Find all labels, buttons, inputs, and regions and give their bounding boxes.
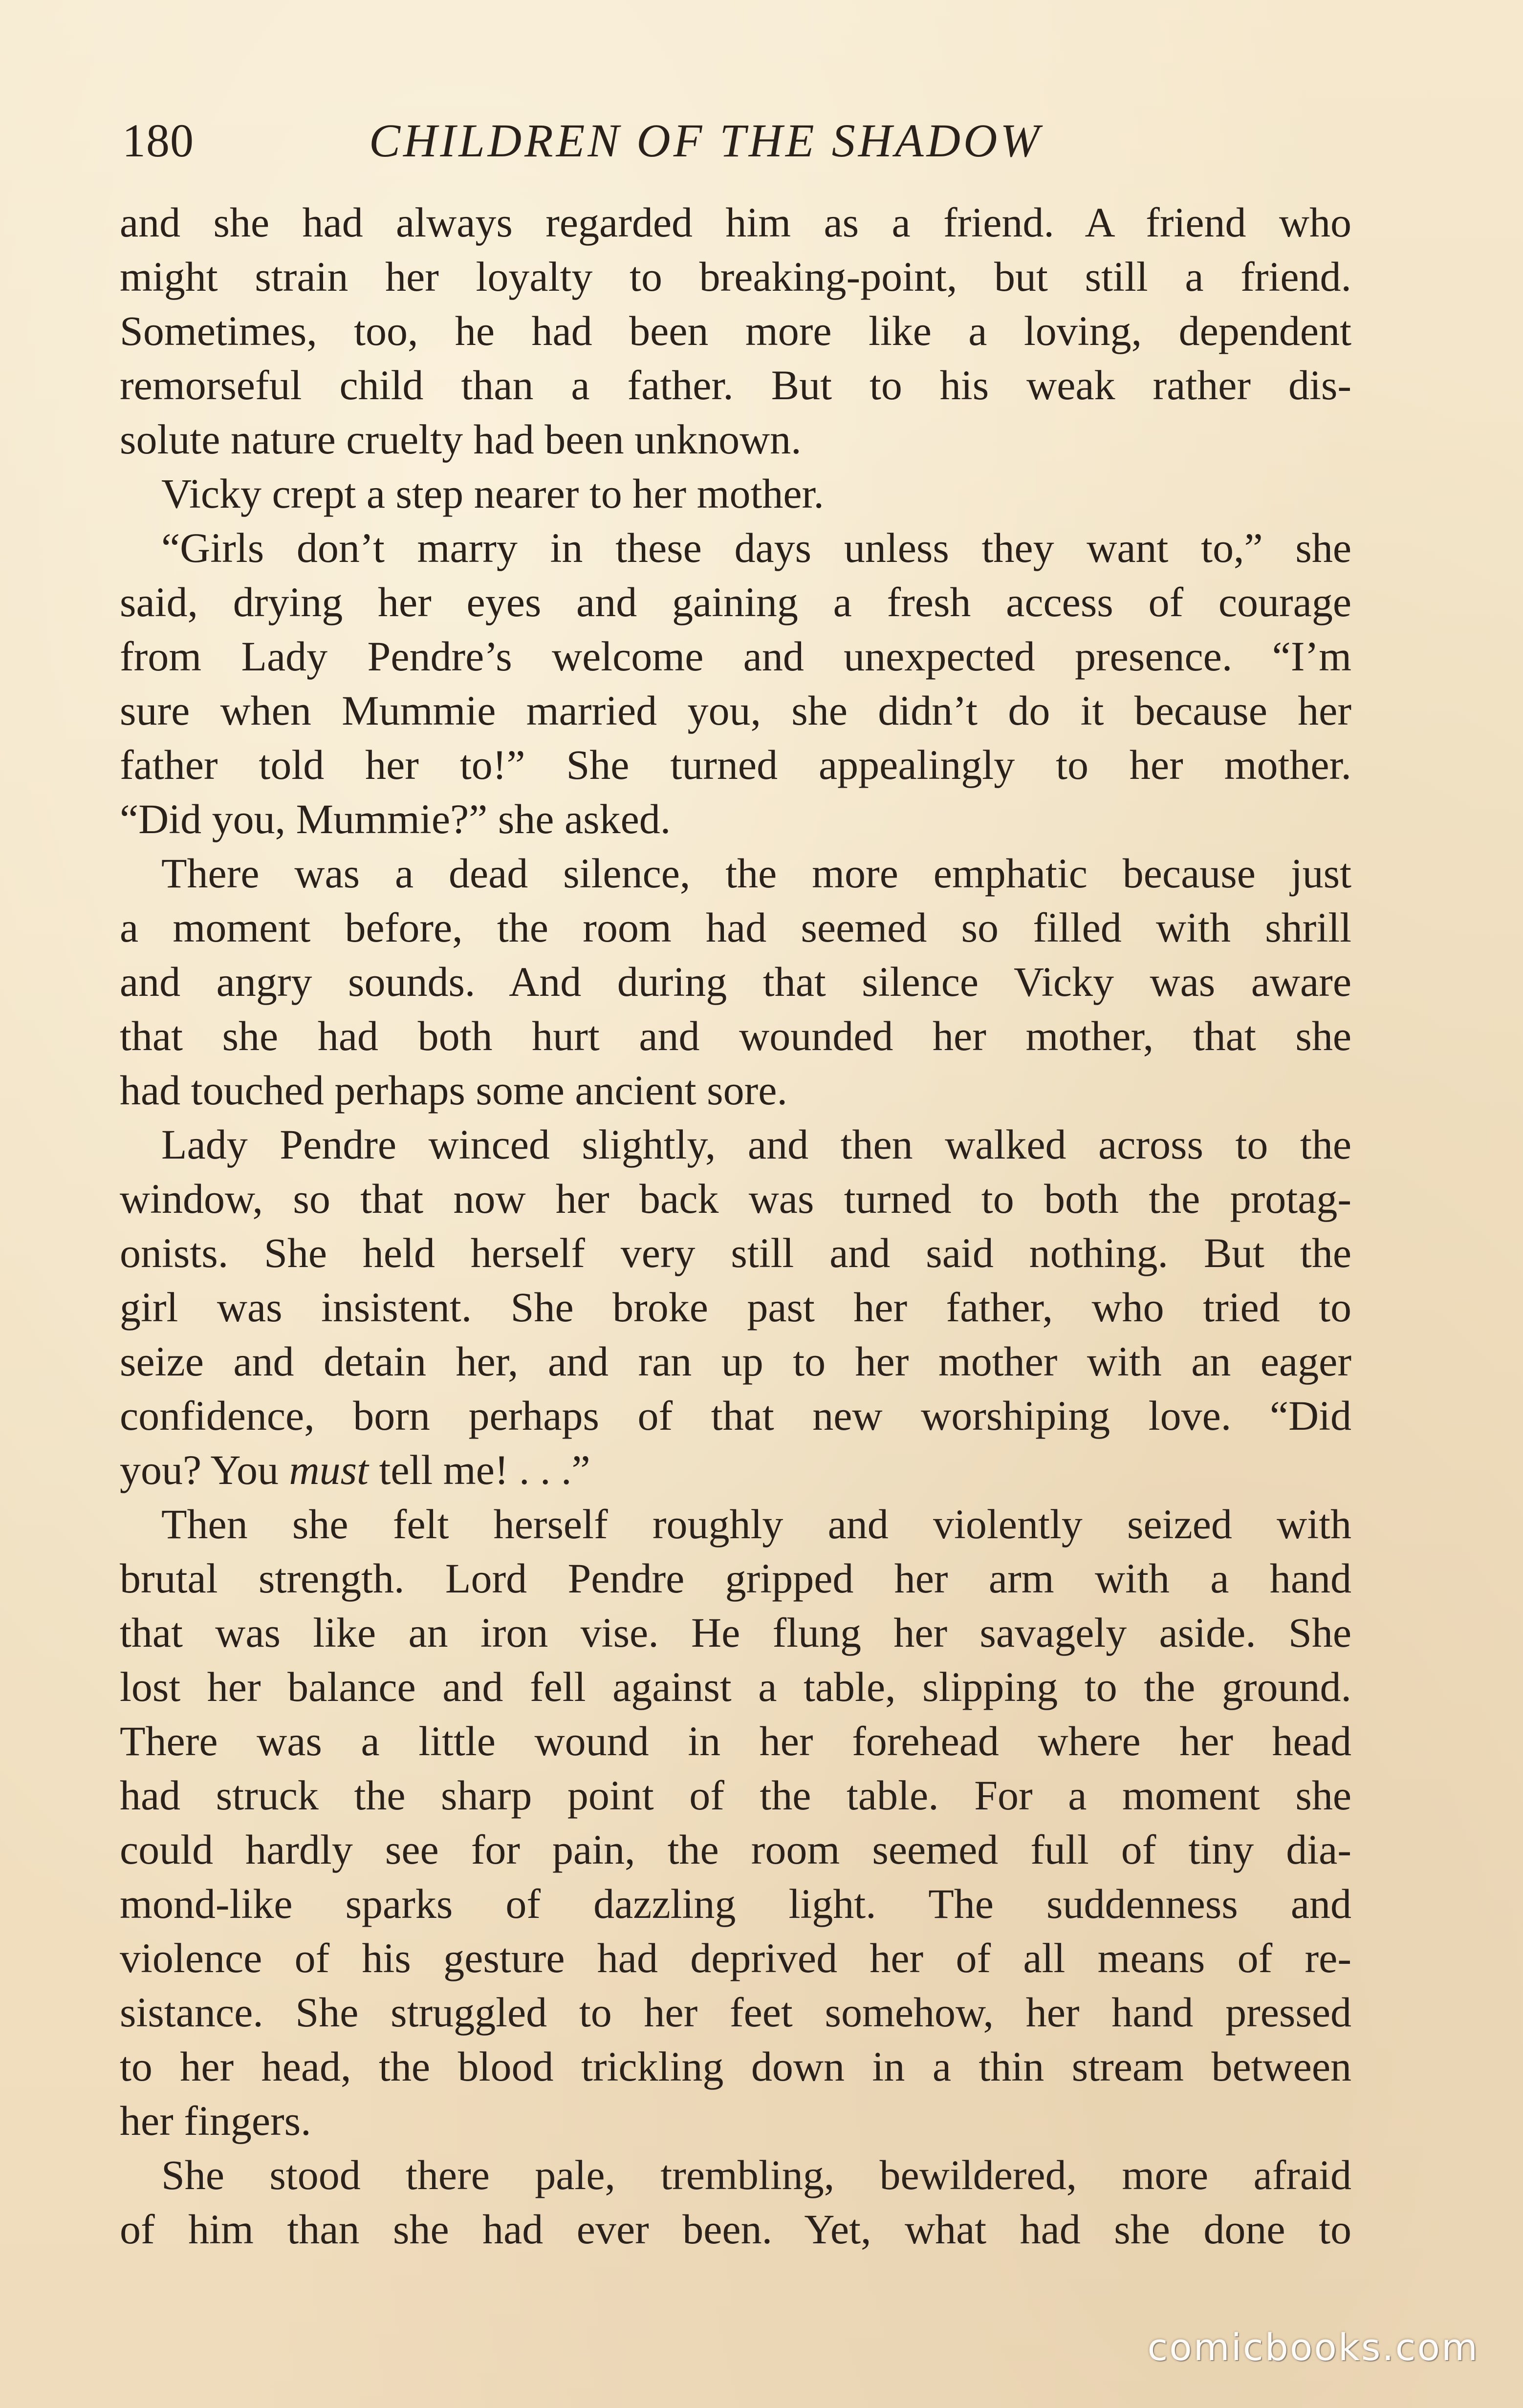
- body-text: [120, 195, 1351, 2257]
- text-line: window, so that now her back was turned to both the protag-: [120, 1175, 1351, 1222]
- text-line: that was like an iron vise. He flung her savagely aside. She: [120, 1609, 1351, 1656]
- text-line: that she had both hurt and wounded her mother, that she: [120, 1012, 1351, 1059]
- watermark: comicbooks.com: [1147, 2325, 1479, 2369]
- text-line: onists. She held herself very still and said nothing. But the: [120, 1229, 1351, 1276]
- text-line: girl was insistent. She broke past her father, who tried to: [120, 1284, 1351, 1331]
- text-line: said, drying her eyes and gaining a fresh access of courage: [120, 579, 1351, 625]
- text-line: violence of his gesture had deprived her of all means of re-: [120, 1935, 1351, 1981]
- text-line: and she had always regarded him as a friend. A friend who: [120, 199, 1351, 246]
- text-line: might strain her loyalty to breaking-point, but still a friend.: [120, 253, 1351, 300]
- text-line: father told her to!” She turned appealingly to her mother.: [120, 741, 1351, 788]
- text-line: sistance. She struggled to her feet somehow, her hand pressed: [120, 1989, 1351, 2036]
- text-line: She stood there pale, trembling, bewildered, more afraid: [161, 2151, 1351, 2198]
- text-line: solute nature cruelty had been unknown.: [120, 416, 802, 463]
- text-line: seize and detain her, and ran up to her mother with an eager: [120, 1338, 1351, 1385]
- text-line: Lady Pendre winced slightly, and then walked across to the: [161, 1121, 1351, 1168]
- text-line: Then she felt herself roughly and violently seized with: [161, 1501, 1351, 1548]
- text-line: brutal strength. Lord Pendre gripped her arm with a hand: [120, 1555, 1351, 1602]
- text-line: her fingers.: [120, 2097, 311, 2144]
- text-line: There was a dead silence, the more emphatic because just: [161, 850, 1351, 897]
- running-head: [122, 111, 1352, 170]
- text-line: Sometimes, too, he had been more like a loving, dependent: [120, 307, 1351, 354]
- text-line: of him than she had ever been. Yet, what had she done to: [120, 2206, 1351, 2253]
- text-line: “Did you, Mummie?” she asked.: [120, 796, 671, 842]
- text-line: and angry sounds. And during that silence Vicky was aware: [120, 958, 1351, 1005]
- text-line: mond-like sparks of dazzling light. The suddenness and: [120, 1880, 1351, 1927]
- text-line: had touched perhaps some ancient sore.: [120, 1067, 787, 1114]
- text-line: a moment before, the room had seemed so filled with shrill: [120, 904, 1351, 951]
- text-line: Vicky crept a step nearer to her mother.: [161, 470, 824, 517]
- text-line: “Girls don’t marry in these days unless they want to,” she: [161, 524, 1351, 571]
- text-line: There was a little wound in her forehead where her head: [120, 1718, 1351, 1764]
- text-line: confidence, born perhaps of that new worshiping love. “Did: [120, 1392, 1351, 1439]
- text-fragment: tell me! . . .”: [368, 1446, 590, 1493]
- text-line: remorseful child than a father. But to his weak rather dis-: [120, 362, 1351, 408]
- text-line: sure when Mummie married you, she didn’t do it because her: [120, 687, 1351, 734]
- text-line: could hardly see for pain, the room seemed full of tiny dia-: [120, 1826, 1351, 1873]
- emphasis-word: must: [289, 1446, 369, 1493]
- text-line: to her head, the blood trickling down in a thin stream between: [120, 2043, 1351, 2090]
- text-line-with-emphasis: [120, 1443, 1351, 1497]
- book-title: CHILDREN OF THE SHADOW: [369, 114, 1043, 167]
- text-fragment: you? You: [120, 1446, 289, 1493]
- text-line: had struck the sharp point of the table. For a moment she: [120, 1772, 1351, 1819]
- text-line: lost her balance and fell against a table, slipping to the ground.: [120, 1663, 1351, 1710]
- page-number: 180: [122, 114, 194, 167]
- text-line: from Lady Pendre’s welcome and unexpected presence. “I’m: [120, 633, 1351, 680]
